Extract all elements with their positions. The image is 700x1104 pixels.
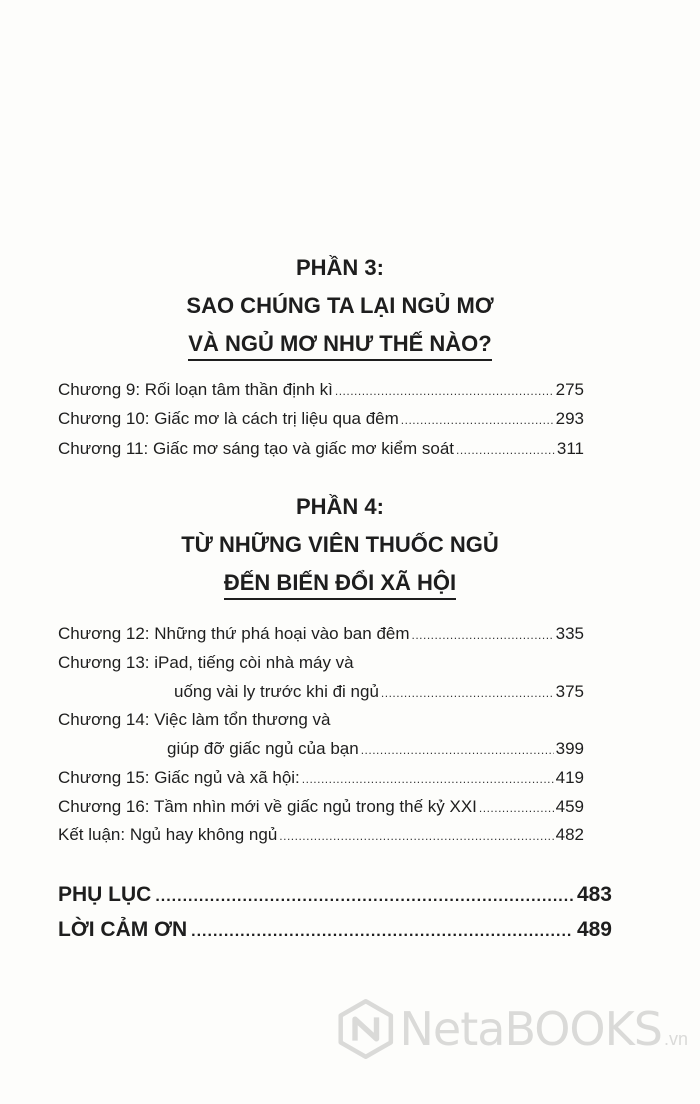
leader-dots bbox=[479, 796, 554, 820]
part3-heading: PHẦN 3: bbox=[295, 255, 384, 280]
toc-entry-page: 293 bbox=[555, 409, 584, 428]
part3-title-line2: VÀ NGỦ MƠ NHƯ THẾ NÀO? bbox=[0, 331, 680, 361]
toc-entry-page: 482 bbox=[555, 825, 584, 844]
leader-dots bbox=[401, 408, 554, 432]
toc-entry-page: 399 bbox=[555, 739, 584, 758]
toc-entry-label: Chương 11: Giấc mơ sáng tạo và giấc mơ kiểm soát bbox=[58, 439, 455, 458]
toc-acknowledgements-page: 489 bbox=[576, 918, 612, 941]
watermark-text: NetaBOOKS bbox=[399, 1002, 662, 1056]
leader-dots bbox=[456, 438, 555, 462]
leader-dots bbox=[155, 882, 573, 912]
toc-entry-label: Chương 13: iPad, tiếng còi nhà máy và bbox=[58, 653, 354, 672]
toc-entry-label: Chương 15: Giấc ngủ và xã hội: bbox=[58, 768, 300, 787]
toc-entry-label: Chương 10: Giấc mơ là cách trị liệu qua đêm bbox=[58, 409, 399, 428]
toc-acknowledgements-label: LỜI CẢM ƠN bbox=[58, 918, 188, 941]
netabooks-watermark bbox=[338, 994, 688, 1064]
toc-entry[interactable] bbox=[58, 407, 584, 431]
toc-appendix-label: PHỤ LỤC bbox=[58, 883, 152, 906]
leader-dots bbox=[381, 681, 554, 705]
watermark-suffix: .vn bbox=[663, 1029, 688, 1049]
toc-entry-page: 459 bbox=[555, 797, 584, 816]
toc-entry-page: 335 bbox=[555, 624, 584, 643]
toc-entry-page: 311 bbox=[556, 439, 584, 458]
part4-heading: PHẦN 4: bbox=[295, 494, 384, 519]
toc-entry[interactable] bbox=[58, 622, 584, 646]
part4-title-line2: ĐẾN BIẾN ĐỔI XÃ HỘI bbox=[0, 570, 680, 600]
toc-entry-page: 375 bbox=[555, 682, 584, 701]
toc-entry[interactable] bbox=[58, 680, 584, 704]
leader-dots bbox=[279, 824, 553, 848]
toc-entry-first-line[interactable] bbox=[58, 708, 584, 732]
toc-appendix-page: 483 bbox=[576, 883, 612, 906]
toc-entry-first-line[interactable] bbox=[58, 651, 584, 675]
toc-entry[interactable] bbox=[58, 378, 584, 402]
toc-acknowledgements[interactable] bbox=[58, 915, 612, 945]
toc-entry-label: Chương 12: Những thứ phá hoại vào ban đêm bbox=[58, 624, 410, 643]
toc-entry-continuation: giúp đỡ giấc ngủ của bạn bbox=[167, 739, 359, 758]
toc-entry[interactable] bbox=[58, 795, 584, 819]
toc-entry-page: 419 bbox=[555, 768, 584, 787]
part3-title-line1: SAO CHÚNG TA LẠI NGỦ MƠ bbox=[186, 293, 494, 318]
toc-entry-label: Kết luận: Ngủ hay không ngủ bbox=[58, 825, 278, 844]
leader-dots bbox=[191, 917, 573, 947]
netabooks-logo-icon bbox=[338, 996, 394, 1062]
toc-appendix[interactable] bbox=[58, 880, 612, 910]
leader-dots bbox=[412, 623, 554, 647]
toc-entry[interactable] bbox=[58, 737, 584, 761]
toc-entry-label: Chương 14: Việc làm tổn thương và bbox=[58, 710, 331, 729]
toc-entry-label: Chương 16: Tầm nhìn mới về giấc ngủ trong thế kỷ XXI bbox=[58, 797, 477, 816]
toc-entry-continuation: uống vài ly trước khi đi ngủ bbox=[174, 682, 379, 701]
leader-dots bbox=[335, 379, 554, 403]
toc-entry[interactable] bbox=[58, 823, 584, 847]
toc-entry[interactable] bbox=[58, 766, 584, 790]
leader-dots bbox=[302, 767, 554, 791]
toc-entry-label: Chương 9: Rối loạn tâm thần định kì bbox=[58, 380, 333, 399]
toc-entry-page: 275 bbox=[555, 380, 584, 399]
part4-title-line1: TỪ NHỮNG VIÊN THUỐC NGỦ bbox=[181, 532, 499, 557]
toc-entry[interactable] bbox=[58, 437, 584, 461]
leader-dots bbox=[361, 738, 554, 762]
